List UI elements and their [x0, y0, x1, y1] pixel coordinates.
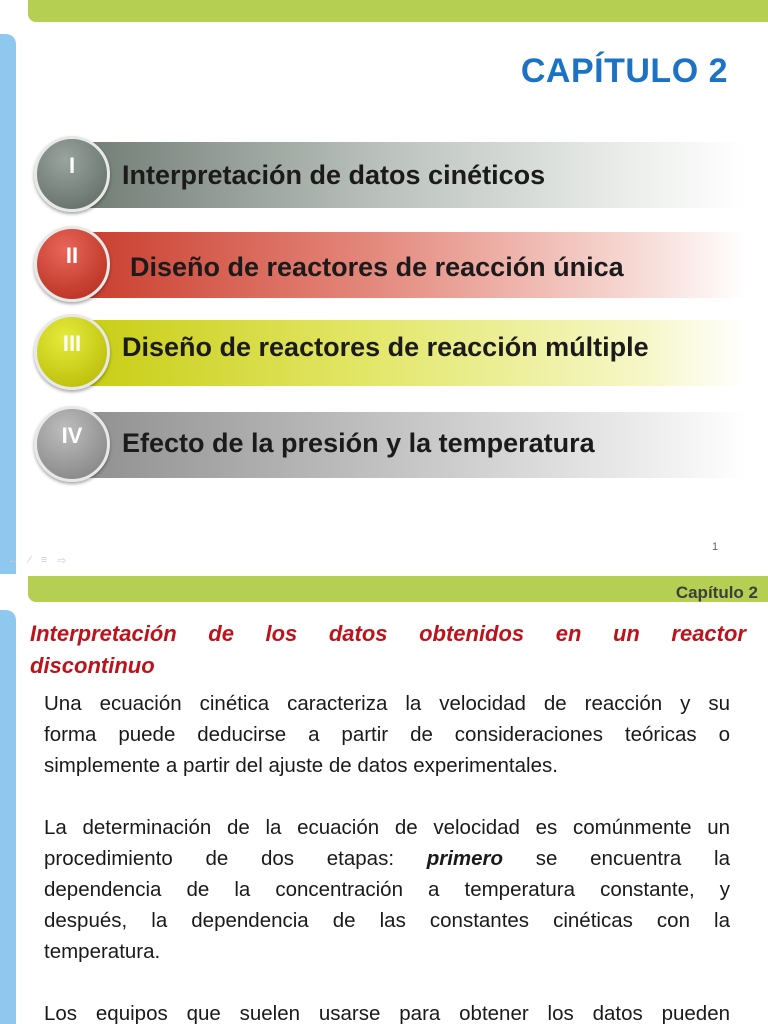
- paragraph-line: Una ecuación cinética caracteriza la velocidad de reacción y su: [44, 692, 730, 715]
- menu-icon[interactable]: ≡: [40, 554, 48, 566]
- slide-toolbar: [8, 554, 66, 567]
- toc-numeral-circle: I: [34, 136, 110, 212]
- section-heading: Interpretación de los datos obtenidos en un reactor: [30, 621, 746, 646]
- paragraph-1: [44, 688, 730, 781]
- paragraph-2: [44, 812, 730, 967]
- arrow-icon[interactable]: ←: [8, 554, 19, 566]
- text-run: procedimiento de dos etapas:: [44, 847, 427, 870]
- top-accent-bar: [28, 576, 768, 602]
- toc-numeral-circle: II: [34, 226, 110, 302]
- emphasis-text: primero: [426, 847, 504, 870]
- chapter-label: Capítulo 2: [675, 583, 758, 602]
- paragraph-line: simplemente a partir del ajuste de datos experimentales.: [44, 754, 558, 777]
- toc-numeral-circle: III: [34, 314, 110, 390]
- paragraph-line: [44, 843, 730, 874]
- page-number: 1: [712, 541, 719, 553]
- toc-numeral-circle: IV: [34, 406, 110, 482]
- paragraph-3: [44, 998, 730, 1024]
- toc-item-label: Efecto de la presión y la temperatura: [122, 428, 595, 458]
- left-accent-bar: [0, 34, 16, 574]
- slide-2: [0, 574, 768, 1024]
- toc-item-2[interactable]: [34, 228, 754, 300]
- paragraph-line: Los equipos que suelen usarse para obtener los datos pueden: [44, 1002, 730, 1024]
- paragraph-line: forma puede deducirse a partir de consideraciones teóricas o: [44, 723, 730, 746]
- text-run: se encuentra la: [503, 847, 730, 870]
- top-accent-bar: [28, 0, 768, 22]
- toc-item-label: Interpretación de datos cinéticos: [122, 160, 546, 190]
- paragraph-line: temperatura.: [44, 940, 161, 963]
- toc-item-label: Diseño de reactores de reacción única: [130, 252, 624, 282]
- left-accent-bar: [0, 610, 16, 1024]
- slide-title: CAPÍTULO 2: [520, 52, 728, 90]
- toc-item-1[interactable]: [34, 138, 754, 210]
- paragraph-line: La determinación de la ecuación de velocidad es comúnmente un: [44, 816, 730, 839]
- section-heading-continued: discontinuo: [30, 653, 155, 678]
- paragraph-line: después, la dependencia de las constantes cinéticas con la: [44, 909, 730, 932]
- pen-icon[interactable]: ∕: [29, 554, 31, 566]
- paragraph-line: dependencia de la concentración a temperatura constante, y: [44, 878, 730, 901]
- toc-item-label: Diseño de reactores de reacción múltiple: [122, 332, 649, 362]
- toc-item-3[interactable]: [34, 316, 754, 388]
- next-icon[interactable]: ⇨: [57, 555, 67, 567]
- toc-item-4[interactable]: [34, 408, 754, 480]
